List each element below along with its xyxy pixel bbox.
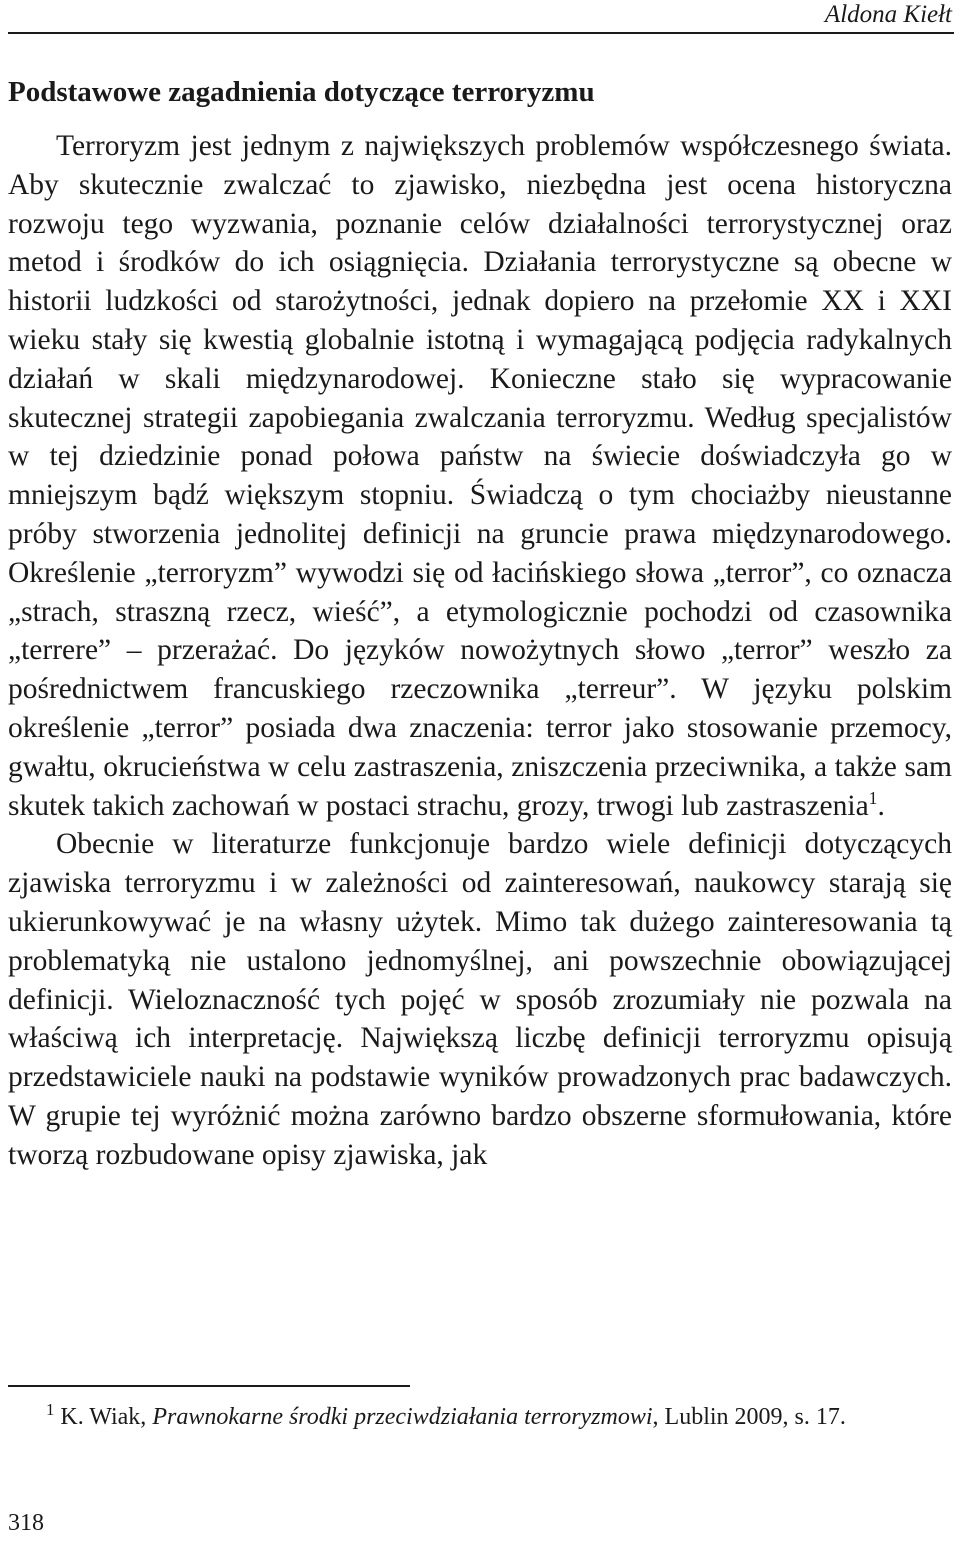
page-number: 318 — [8, 1510, 44, 1536]
section-title: Podstawowe zagadnienia dotyczące terroryzmu — [8, 76, 595, 108]
paragraph-2-text: Obecnie w literaturze funkcjonuje bardzo wiele definicji dotyczących zjawiska terroryzmu i w zależności od zainteresowań, naukowcy starają się ukierunkowywać je na własny użytek. Mimo tak dużego zainteresowania tą problematyką nie ustalono jednomyślnej, ani powszechnie obowiązującej definicji. Wieloznaczność tych pojęć w sposób zrozumiały nie pozwala na właściwą ich interpretację. Największą liczbę definicji terroryzmu opisują przedstawiciele nauki na podstawie wyników prowadzonych prac badawczych. W grupie tej wyróżnić można zarówno bardzo obszerne sformułowania, które tworzą rozbudowane opisy zjawiska, jak — [8, 828, 952, 1171]
paragraph-1-end: . — [877, 789, 885, 822]
footnote-rule — [8, 1385, 410, 1387]
footnote-publication-info: , Lublin 2009, s. 17. — [652, 1404, 846, 1430]
footnote-number: 1 — [46, 1400, 55, 1419]
footnote-author: K. Wiak, — [60, 1404, 153, 1430]
footnote — [8, 1401, 952, 1434]
paragraph-2 — [8, 825, 952, 1174]
footnote-reference[interactable]: 1 — [868, 787, 878, 808]
running-header-author: Aldona Kiełt — [824, 1, 952, 28]
footnote-book-title: Prawnokarne środki przeciwdziałania terroryzmowi — [152, 1404, 653, 1430]
paragraph-1-text: Terroryzm jest jednym z największych problemów współczesnego świata. Aby skutecznie zwalczać to zjawisko, niezbędna jest ocena historyczna rozwoju tego wyzwania, poznanie celów działalności terrorystycznej oraz metod i środków do ich osiągnięcia. Działania terrorystyczne są obecne w historii ludzkości od starożytności, jednak dopiero na przełomie XX i XXI wieku stały się kwestią globalnie istotną i wymagającą podjęcia radykalnych działań w skali międzynarodowej. Konieczne stało się wypracowanie skutecznej strategii zapobiegania zwalczania terroryzmu. Według specjalistów w tej dziedzinie ponad połowa państw na świecie doświadczyła go w mniejszym bądź większym stopniu. Świadczą o tym chociażby nieustanne próby stworzenia jednolitej definicji na gruncie prawa międzynarodowego. Określenie „terroryzm” wywodzi się od łacińskiego słowa „terror”, co oznacza „strach, straszną rzecz, wieść”, a etymologicznie pochodzi od czasownika „terrere” – przerażać. Do języków nowożytnych słowo „terror” weszło za pośrednictwem francuskiego rzeczownika „terreur”. W języku polskim określenie „terror” posiada dwa znaczenia: terror jako stosowanie przemocy, gwałtu, okrucieństwa w celu zastraszenia, zniszczenia przeciwnika, a także sam skutek takich zachowań w postaci strachu, grozy, trwogi lub zastraszenia — [8, 130, 952, 822]
header-rule — [8, 32, 954, 34]
paragraph-1 — [8, 127, 952, 825]
body-text — [8, 127, 952, 1175]
